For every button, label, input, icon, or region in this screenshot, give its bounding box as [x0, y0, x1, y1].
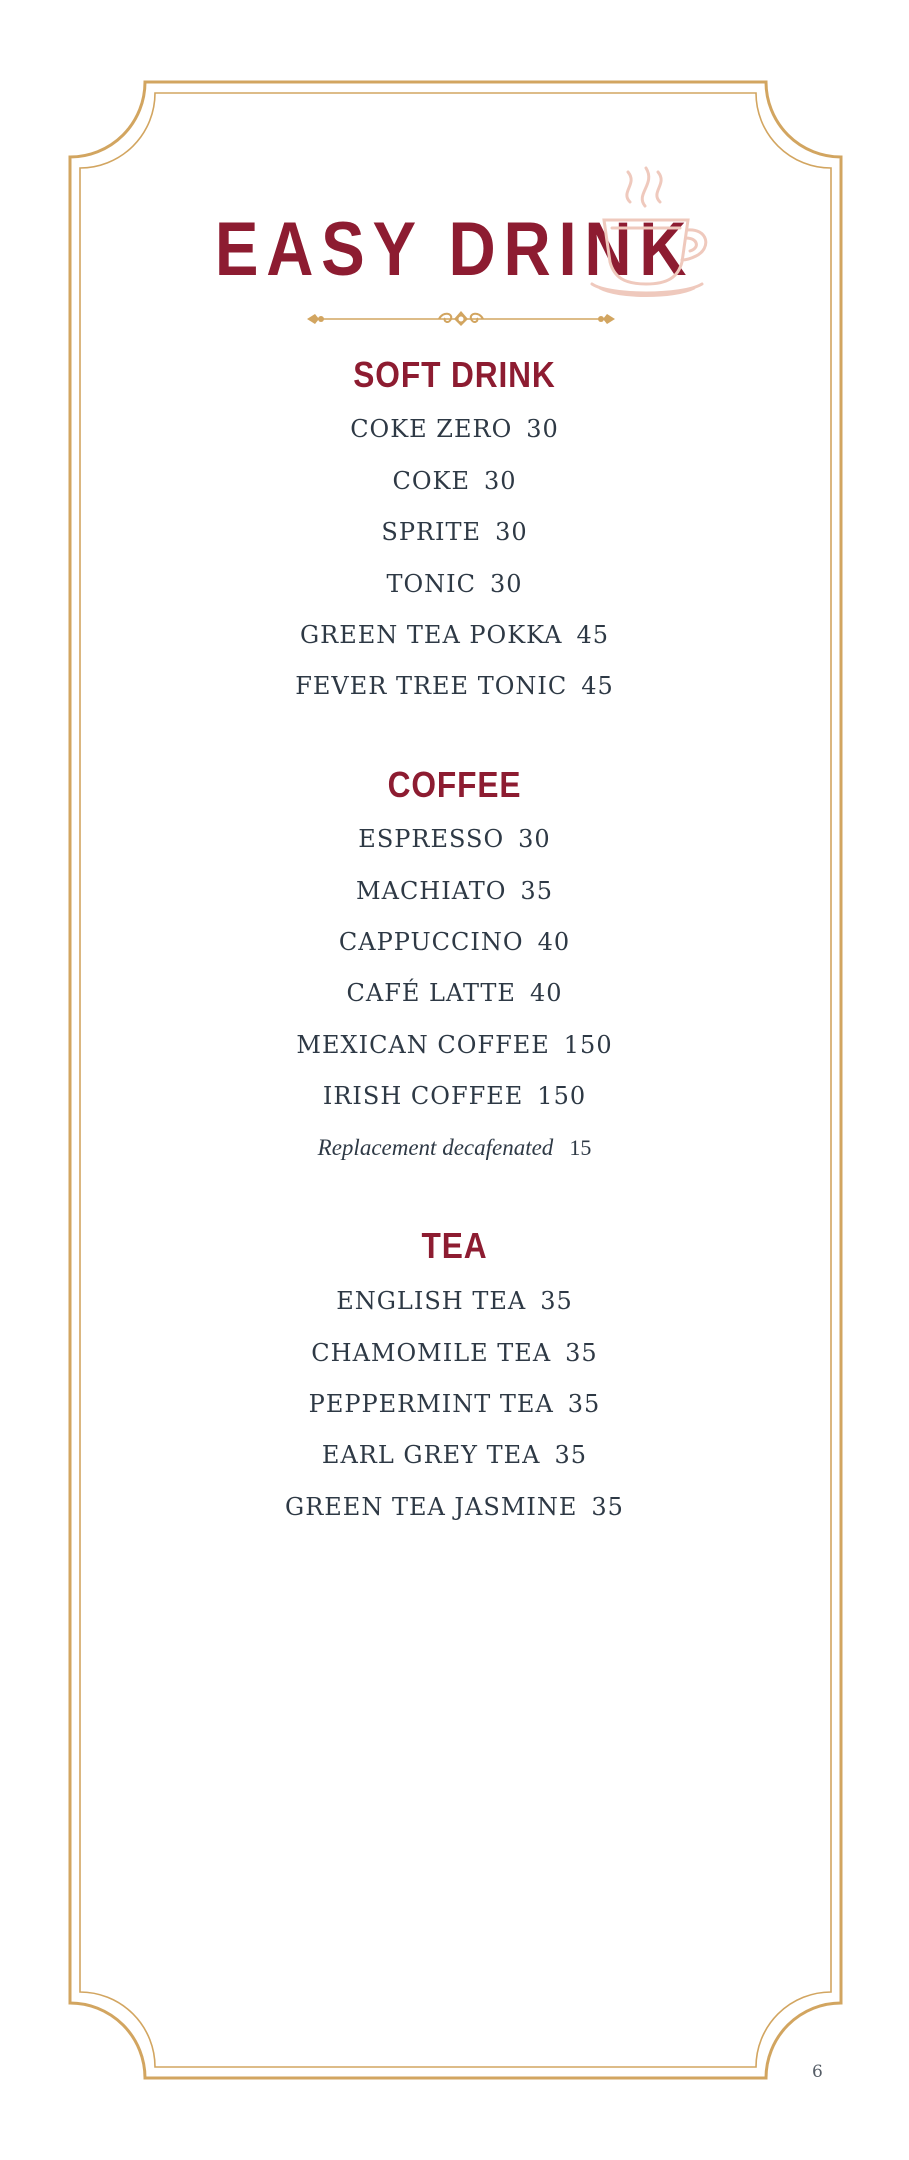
item-price: 40 [537, 928, 571, 956]
ornamental-divider-icon [305, 307, 617, 331]
item-name: COKE [392, 467, 470, 495]
menu-item [0, 619, 909, 651]
page-number: 6 [812, 2062, 823, 2082]
note-text: Replacement decafenated [317, 1135, 554, 1160]
menu-item [0, 1029, 909, 1061]
menu-item [0, 568, 909, 600]
item-name: CAPPUCCINO [338, 928, 524, 956]
item-price: 30 [526, 415, 559, 443]
item-name: ESPRESSO [358, 825, 505, 853]
menu-item [0, 1285, 909, 1317]
menu-item [0, 823, 909, 855]
menu-item [0, 1080, 909, 1112]
item-price: 35 [520, 877, 553, 905]
menu-item [0, 926, 909, 958]
section-title-tea: TEA [421, 1225, 488, 1266]
menu-item [0, 1388, 909, 1420]
item-price: 30 [489, 570, 523, 598]
item-name: COKE ZERO [350, 415, 513, 443]
item-price: 40 [529, 979, 563, 1007]
item-price: 30 [483, 467, 517, 495]
item-name: IRISH COFFEE [322, 1082, 524, 1110]
menu-item [0, 670, 909, 702]
coffee-cup-icon [590, 162, 720, 300]
item-name: FEVER TREE TONIC [295, 672, 568, 700]
item-price: 45 [581, 672, 614, 700]
item-price: 35 [565, 1339, 598, 1367]
item-name: GREEN TEA POKKA [300, 621, 563, 649]
section-title-soft-drink: SOFT DRINK [353, 354, 556, 395]
menu-item [0, 1337, 909, 1369]
menu-item [0, 465, 909, 497]
item-price: 30 [518, 825, 551, 853]
item-name: PEPPERMINT TEA [308, 1390, 554, 1418]
item-name: ENGLISH TEA [336, 1287, 527, 1315]
item-name: SPRITE [381, 518, 482, 546]
item-price: 35 [567, 1390, 601, 1418]
item-name: MACHIATO [356, 877, 507, 905]
item-name: CAFÉ LATTE [346, 979, 516, 1007]
item-price: 30 [495, 518, 528, 546]
item-price: 35 [554, 1441, 588, 1469]
item-name: EARL GREY TEA [321, 1441, 541, 1469]
item-name: TONIC [386, 570, 476, 598]
menu-item [0, 516, 909, 548]
menu-item [0, 875, 909, 907]
item-price: 150 [563, 1031, 613, 1059]
item-price: 45 [576, 621, 609, 649]
decaf-note [0, 1132, 909, 1164]
menu-item [0, 413, 909, 445]
item-price: 35 [591, 1493, 624, 1521]
item-price: 150 [537, 1082, 587, 1110]
menu-item [0, 1439, 909, 1471]
item-price: 35 [540, 1287, 573, 1315]
item-name: MEXICAN COFFEE [296, 1031, 550, 1059]
menu-item [0, 977, 909, 1009]
menu-item [0, 1491, 909, 1523]
item-name: CHAMOMILE TEA [311, 1339, 552, 1367]
note-price: 15 [569, 1135, 592, 1160]
item-name: GREEN TEA JASMINE [285, 1493, 578, 1521]
menu-title: EASY DRINK [214, 207, 695, 292]
section-title-coffee: COFFEE [387, 764, 522, 805]
